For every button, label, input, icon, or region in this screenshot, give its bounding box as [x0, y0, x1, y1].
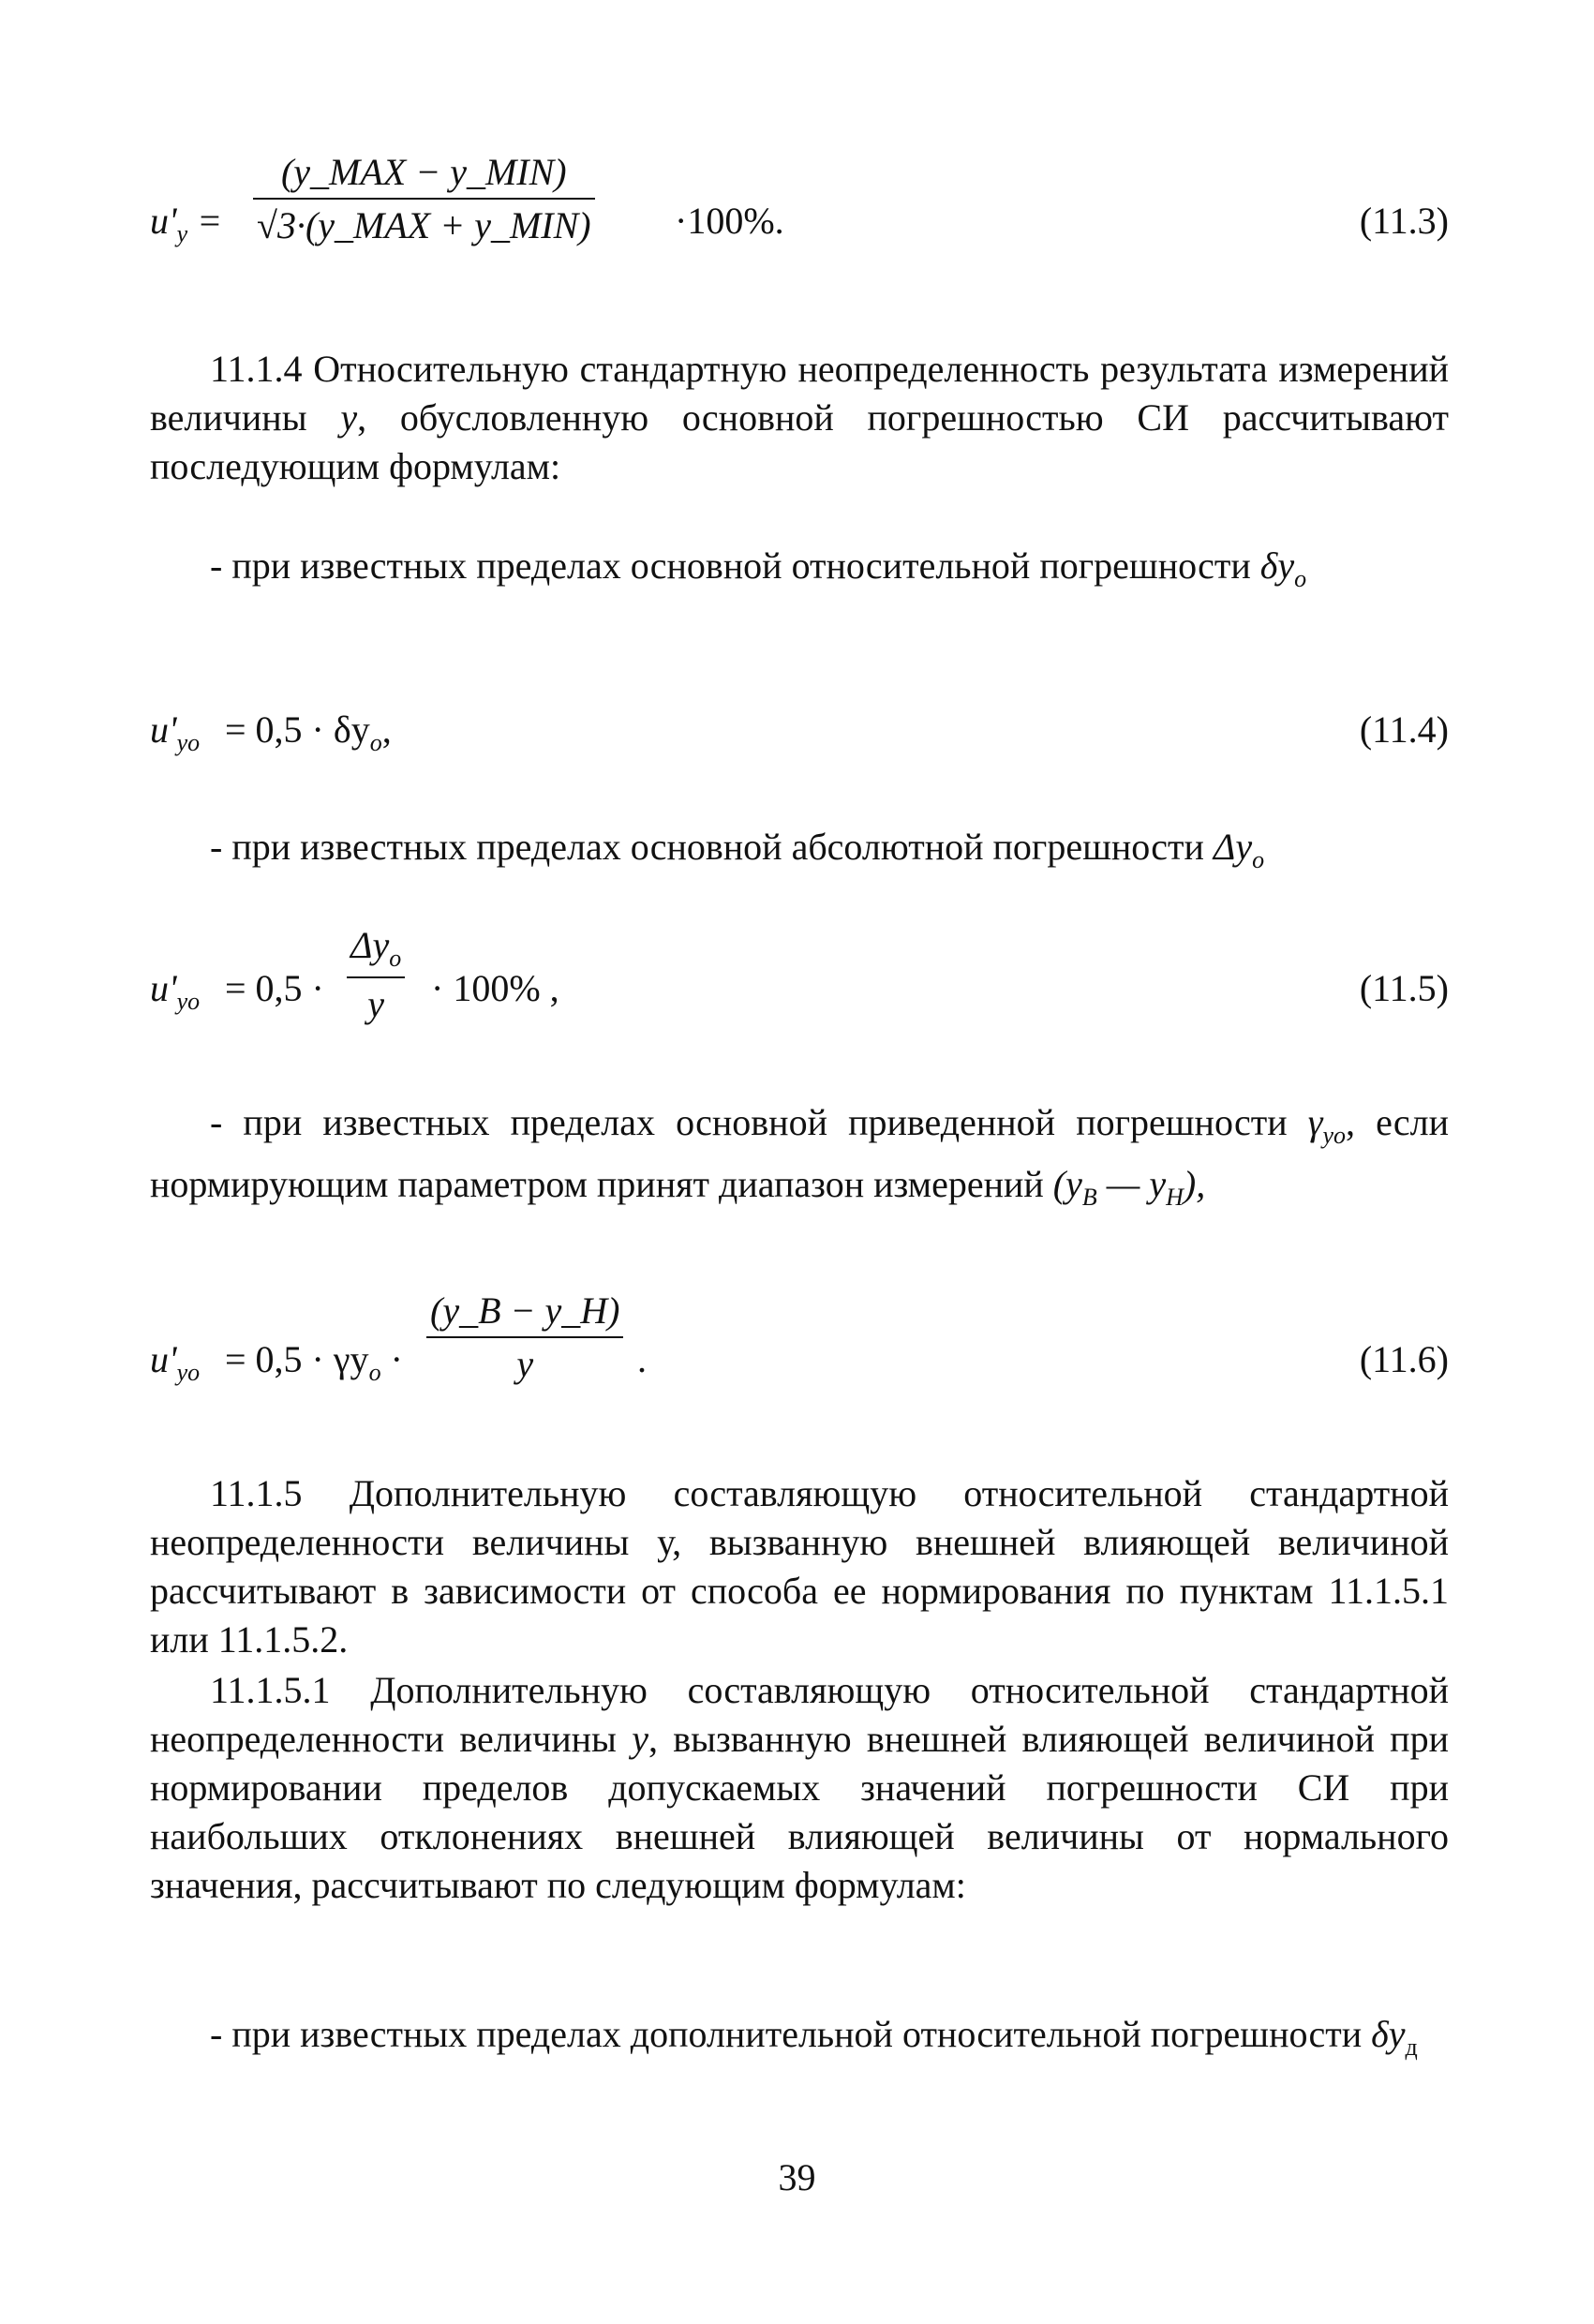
paragraph-relative-error: - при известных пределах основной относительной погрешности $\delta y_o$ [210, 544, 1307, 592]
page-number: 39 [778, 2156, 816, 2198]
formula-coef: = 0,5 · [225, 967, 324, 1009]
formula-numerator: $\Delta y_o$ [347, 923, 405, 978]
formula-fraction [426, 1289, 623, 1386]
paragraph-11-1-5: 11.1.5 Дополнительную составляющую относительной стандартной неопределенности величины у, вызванную внешней влияющей величиной рассчитывают в зависимости от способа ее нормирования по пунктам 11.1.5.1 или 11.1.5.2. [150, 1472, 1449, 1661]
paragraph-reduced-error: - при известных пределах основной приведенной погрешности $\gamma_{yo}$, если нормирующим параметром принят диапазон измерений ($y_B$ — $y_H$), [150, 1101, 1449, 1211]
formula-lhs: $u'_{yo}$ [150, 1338, 201, 1386]
formula-fraction [347, 923, 405, 1026]
formula-lhs: $u'_{yo}$ [150, 967, 201, 1015]
formula-number: (11.6) [1359, 1338, 1449, 1380]
paragraph-11-1-4: 11.1.4 Относительную стандартную неопределенность результата измерений величины у, обусловленную основной погрешностью СИ рассчитывают последующим формулам: [150, 348, 1449, 487]
formula-rhs: = $0,5 \cdot \delta y_o$, [225, 708, 392, 756]
formula-tail: ·100%. [675, 200, 784, 242]
formula-number: (11.4) [1359, 708, 1449, 751]
paragraph-additional-error: - при известных пределах дополнительной относительной погрешности $\delta y_д$ [210, 2013, 1418, 2061]
formula-lhs: $u'_y$ = [150, 200, 223, 247]
formula-number: (11.5) [1359, 967, 1449, 1009]
formula-numerator: (y_B − y_H) [426, 1289, 623, 1338]
formula-numerator: (y_MAX − y_MIN) [253, 150, 595, 200]
formula-tail: . [637, 1338, 647, 1380]
formula-lhs: $u'_{yo}$ [150, 708, 201, 756]
formula-denominator: y [516, 1343, 534, 1385]
formula-11-6 [150, 1289, 1449, 1420]
formula-11-4 [150, 708, 1449, 764]
formula-number: (11.3) [1359, 200, 1449, 242]
formula-denominator: √3·(y_MAX + y_MIN) [257, 204, 591, 246]
formula-coef: = $0,5 \cdot \gamma y_o$ · [225, 1338, 403, 1386]
formula-tail: · 100% , [431, 967, 559, 1009]
formula-11-5 [150, 923, 1449, 1045]
formula-11-3 [150, 150, 1449, 290]
paragraph-absolute-error: - при известных пределах основной абсолютной погрешности $\Delta y_o$ [210, 826, 1265, 873]
formula-denominator: y [367, 983, 384, 1025]
paragraph-11-1-5-1: 11.1.5.1 Дополнительную составляющую относительной стандартной неопределенности величины у, вызванную внешней влияющей величиной при нормировании пределов допускаемых значений погрешности СИ при наибольших отклонениях внешней влияющей величины от нормального значения, рассчитывают по следующим формулам: [150, 1669, 1449, 1906]
formula-fraction [253, 150, 595, 247]
